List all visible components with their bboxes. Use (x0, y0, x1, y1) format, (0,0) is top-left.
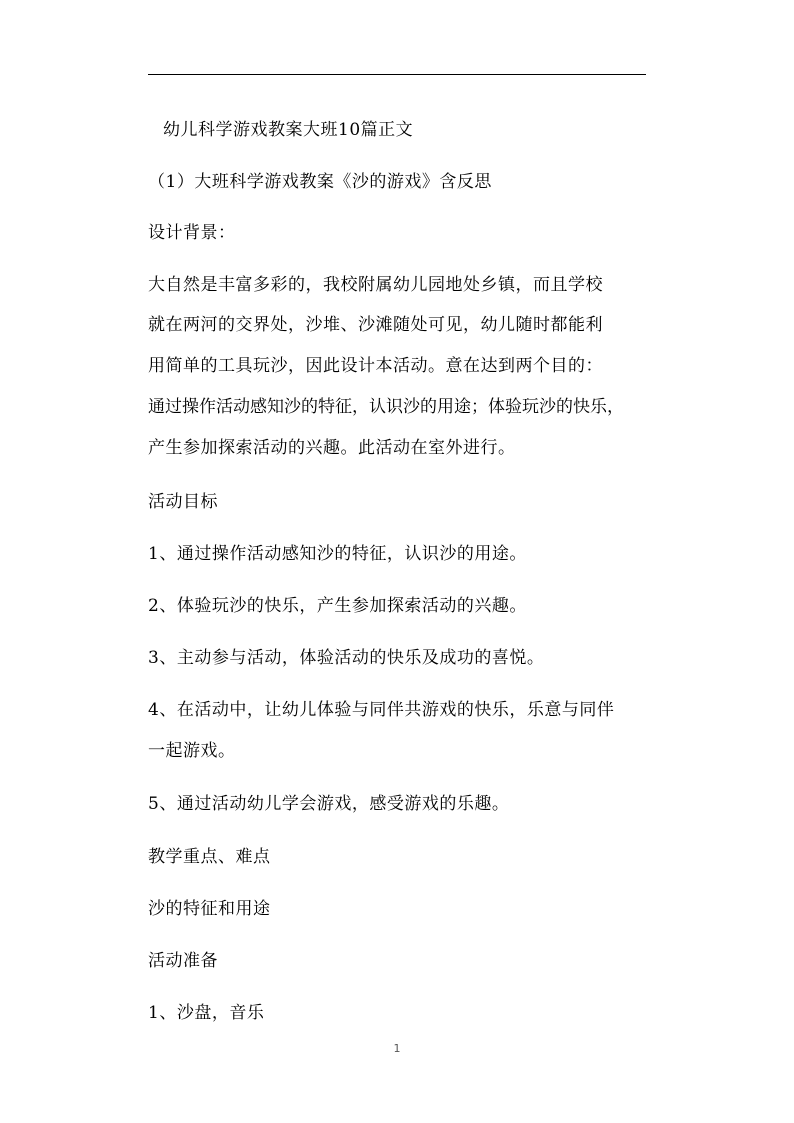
goal-item: 4、在活动中，让幼儿体验与同伴共游戏的快乐，乐意与同伴 (148, 700, 615, 720)
background-line: 就在两河的交界处，沙堆、沙滩随处可见，幼儿随时都能利 (148, 315, 603, 335)
goal-item: 2、体验玩沙的快乐，产生参加探索活动的兴趣。 (148, 596, 527, 616)
goal-item: 一起游戏。 (148, 741, 236, 761)
background-line: 产生参加探索活动的兴趣。此活动在室外进行。 (148, 438, 516, 458)
header-rule (148, 74, 646, 75)
goal-item: 5、通过活动幼儿学会游戏，感受游戏的乐趣。 (148, 794, 510, 814)
page-number: 1 (393, 1042, 401, 1055)
key-points-heading: 教学重点、难点 (148, 847, 271, 867)
preparation-item: 1、沙盘，音乐 (148, 1003, 265, 1023)
goal-item: 1、通过操作活动感知沙的特征，认识沙的用途。 (148, 544, 527, 564)
section-heading: （1）大班科学游戏教案《沙的游戏》含反思 (148, 172, 492, 192)
goals-heading: 活动目标 (148, 492, 218, 512)
document-title: 幼儿科学游戏教案大班10篇正文 (163, 120, 414, 140)
background-line: 通过操作活动感知沙的特征，认识沙的用途；体验玩沙的快乐， (148, 397, 624, 417)
goal-item: 3、主动参与活动，体验活动的快乐及成功的喜悦。 (148, 648, 545, 668)
background-line: 用简单的工具玩沙，因此设计本活动。意在达到两个目的： (148, 356, 603, 376)
key-points-text: 沙的特征和用途 (148, 899, 271, 919)
preparation-heading: 活动准备 (148, 951, 218, 971)
background-line: 大自然是丰富多彩的，我校附属幼儿园地处乡镇，而且学校 (148, 275, 603, 295)
background-heading: 设计背景： (148, 223, 236, 243)
